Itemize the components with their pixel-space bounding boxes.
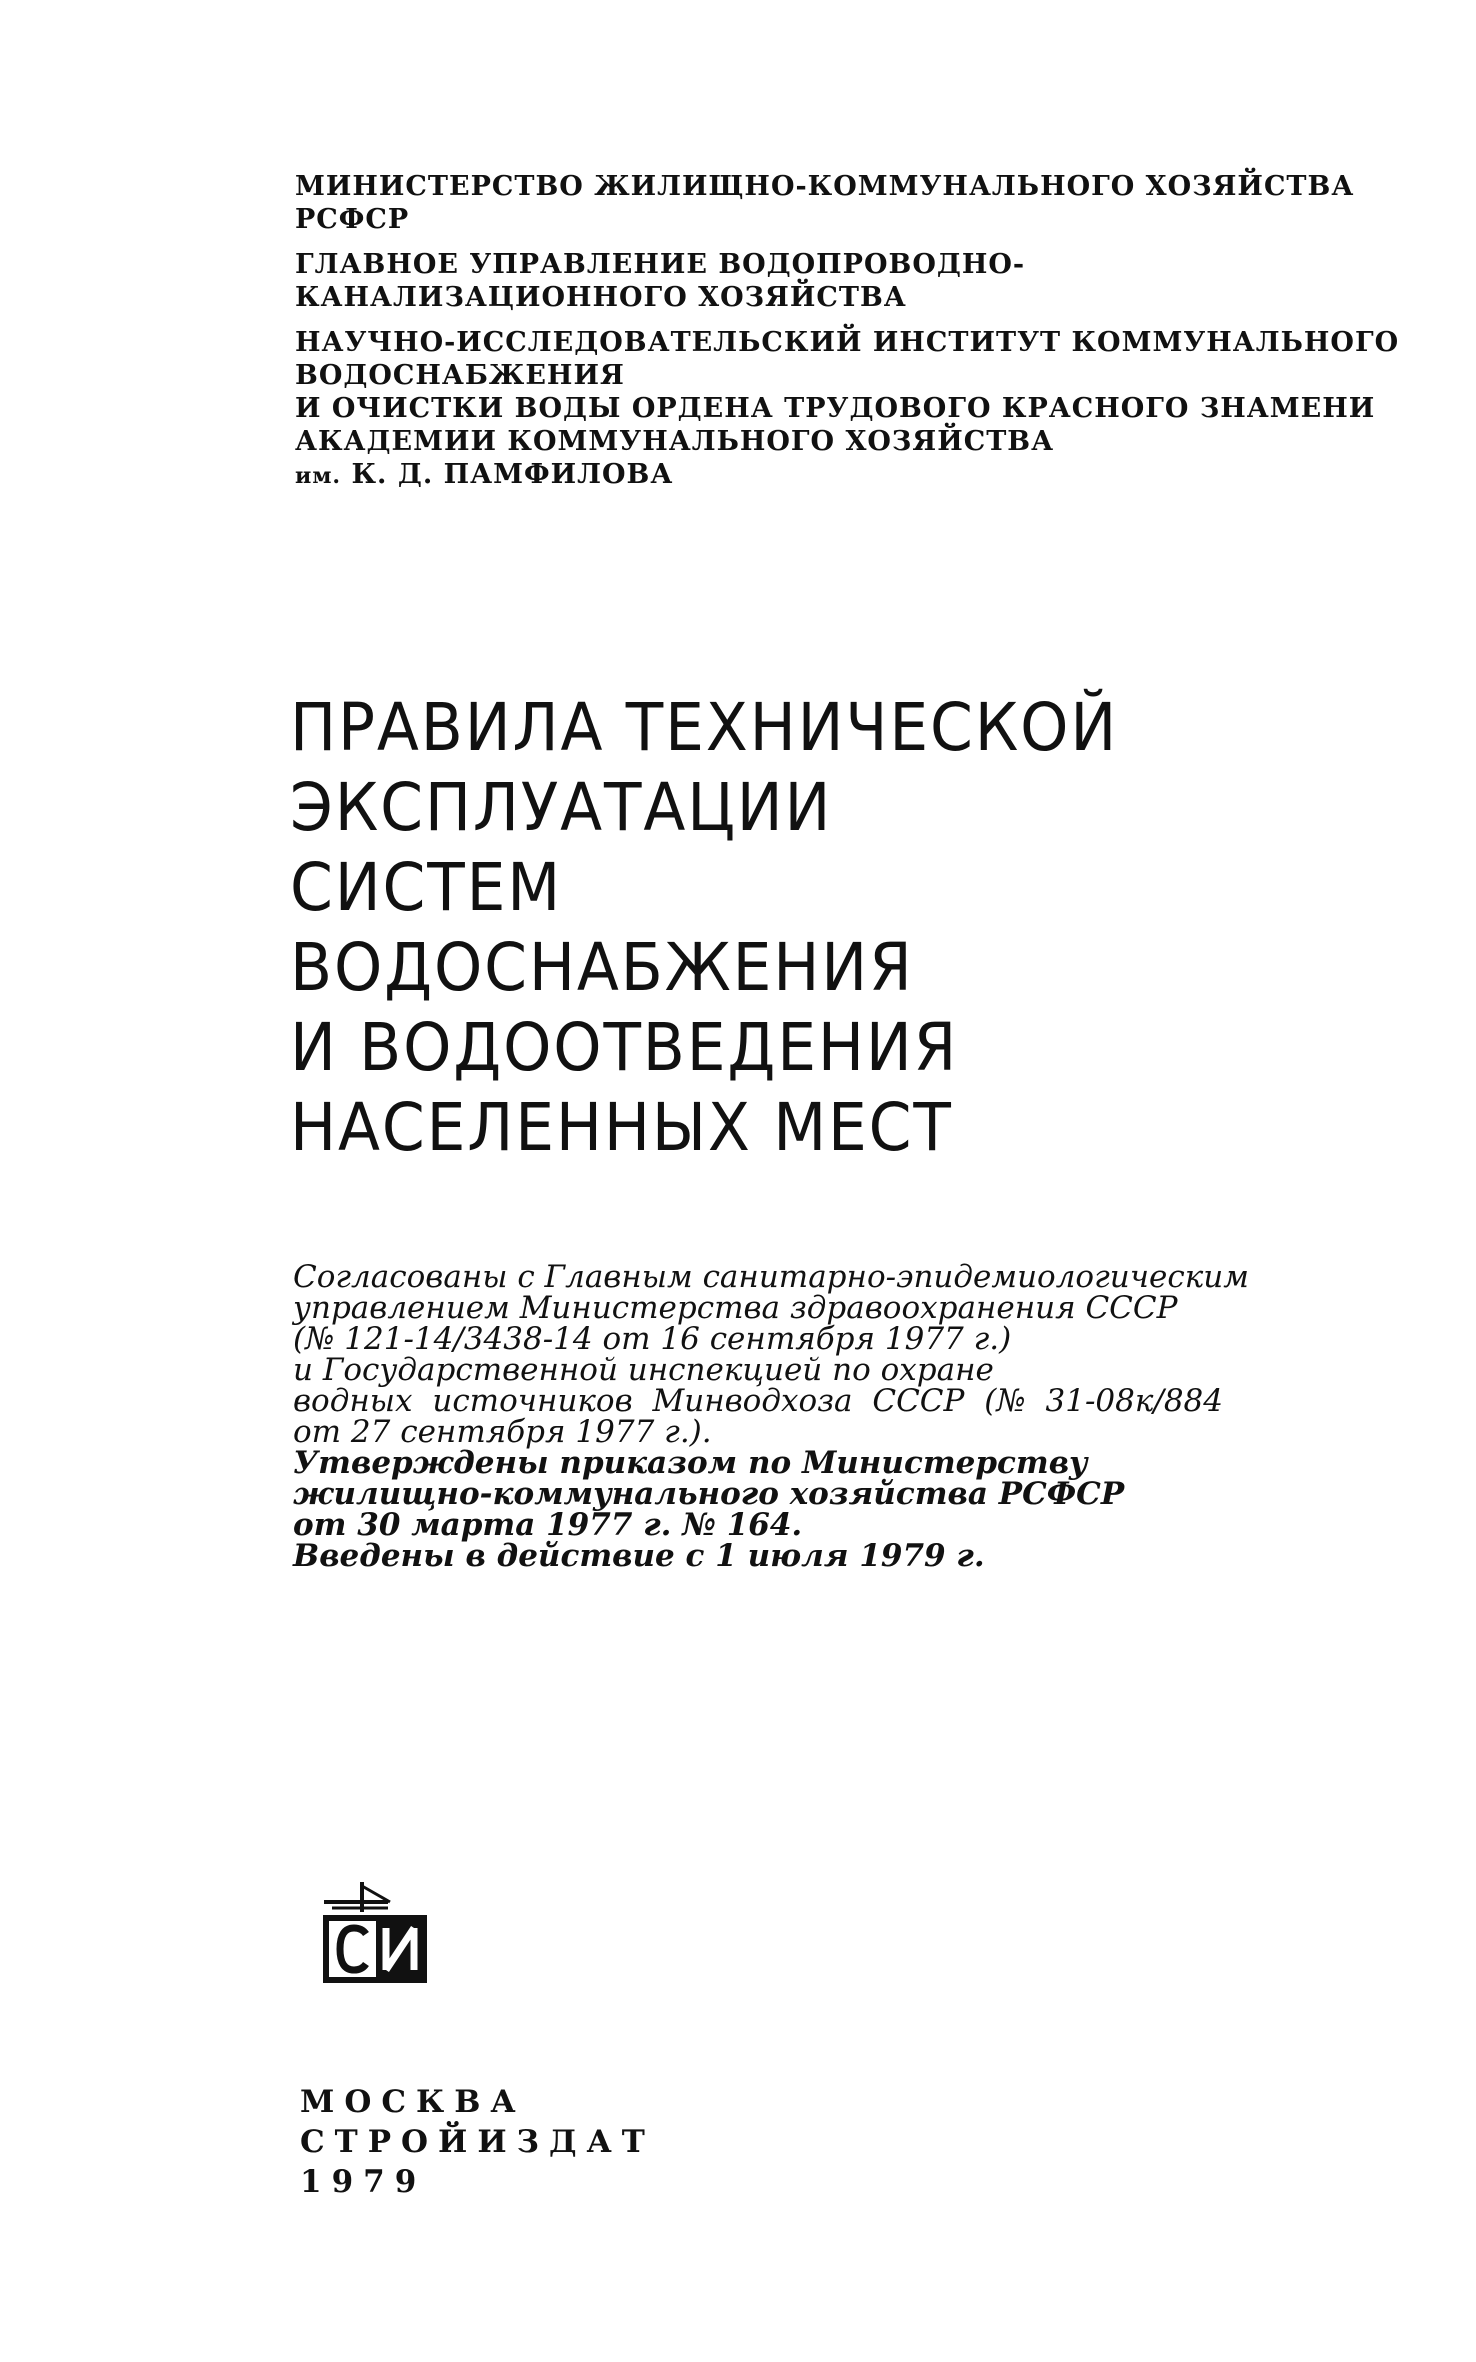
title-line: И ВОДООТВЕДЕНИЯ [290, 1009, 959, 1086]
imprint [300, 2082, 655, 2202]
org-line: КАНАЛИЗАЦИОННОГО ХОЗЯЙСТВА [295, 282, 907, 313]
org-line: И ОЧИСТКИ ВОДЫ ОРДЕНА ТРУДОВОГО КРАСНОГО ЗНАМЕНИ [295, 393, 1376, 424]
org-line: ГЛАВНОЕ УПРАВЛЕНИЕ ВОДОПРОВОДНО- [295, 249, 1026, 280]
approval-line: от 27 сентября 1977 г.). [293, 1414, 712, 1450]
approval-notes [293, 1259, 1353, 1574]
issuing-organizations [295, 170, 1400, 505]
org-line: АКАДЕМИИ КОММУНАЛЬНОГО ХОЗЯЙСТВА [295, 426, 1055, 457]
title-line: НАСЕЛЕННЫХ МЕСТ [290, 1089, 953, 1166]
org-line: МИНИСТЕРСТВО ЖИЛИЩНО-КОММУНАЛЬНОГО ХОЗЯЙСТВА [295, 171, 1355, 202]
org-research-institute [295, 326, 1400, 493]
org-ministry [295, 170, 1355, 236]
title-line: ЭКСПЛУАТАЦИИ [290, 769, 833, 846]
approval-line: от 30 марта 1977 г. № 164. [293, 1507, 803, 1543]
imprint-publisher: СТРОЙИЗДАТ [300, 2124, 655, 2160]
org-line: РСФСР [295, 204, 410, 235]
stroyizdat-logo-icon [318, 1878, 430, 1990]
logo-graphic [318, 1878, 430, 1990]
named-after-name: К. Д. ПАМФИЛОВА [341, 459, 674, 490]
title-line: ВОДОСНАБЖЕНИЯ [290, 929, 914, 1006]
approval-line: Введены в действие с 1 июля 1979 г. [293, 1538, 985, 1574]
approval-line: управлением Министерства здравоохранения СССР [293, 1290, 1178, 1326]
approval-line: (№ 121-14/3438-14 от 16 сентября 1977 г.) [293, 1321, 1012, 1357]
title-line: ПРАВИЛА ТЕХНИЧЕСКОЙ [290, 689, 1119, 766]
imprint-city: МОСКВА [300, 2084, 526, 2120]
approval-line: Согласованы с Главным санитарно-эпидемиологическим [293, 1259, 1249, 1295]
org-line: ВОДОСНАБЖЕНИЯ [295, 360, 625, 391]
imprint-year: 1979 [300, 2164, 427, 2200]
approval-line: жилищно-коммунального хозяйства РСФСР [293, 1476, 1125, 1512]
approval-line: и Государственной инспекцией по охране [293, 1352, 994, 1388]
approval-line: водных источников Минводхоза СССР (№ 31-08к/884 [293, 1383, 1224, 1419]
org-main-directorate [295, 248, 1355, 314]
title-line: СИСТЕМ [290, 849, 563, 926]
named-after-prefix: им. [295, 463, 342, 489]
org-line-named-after [295, 458, 1355, 493]
org-line: НАУЧНО-ИССЛЕДОВАТЕЛЬСКИЙ ИНСТИТУТ КОММУНАЛЬНОГО [295, 327, 1400, 358]
document-title [290, 688, 1313, 1168]
approval-line: Утверждены приказом по Министерству [293, 1445, 1088, 1481]
